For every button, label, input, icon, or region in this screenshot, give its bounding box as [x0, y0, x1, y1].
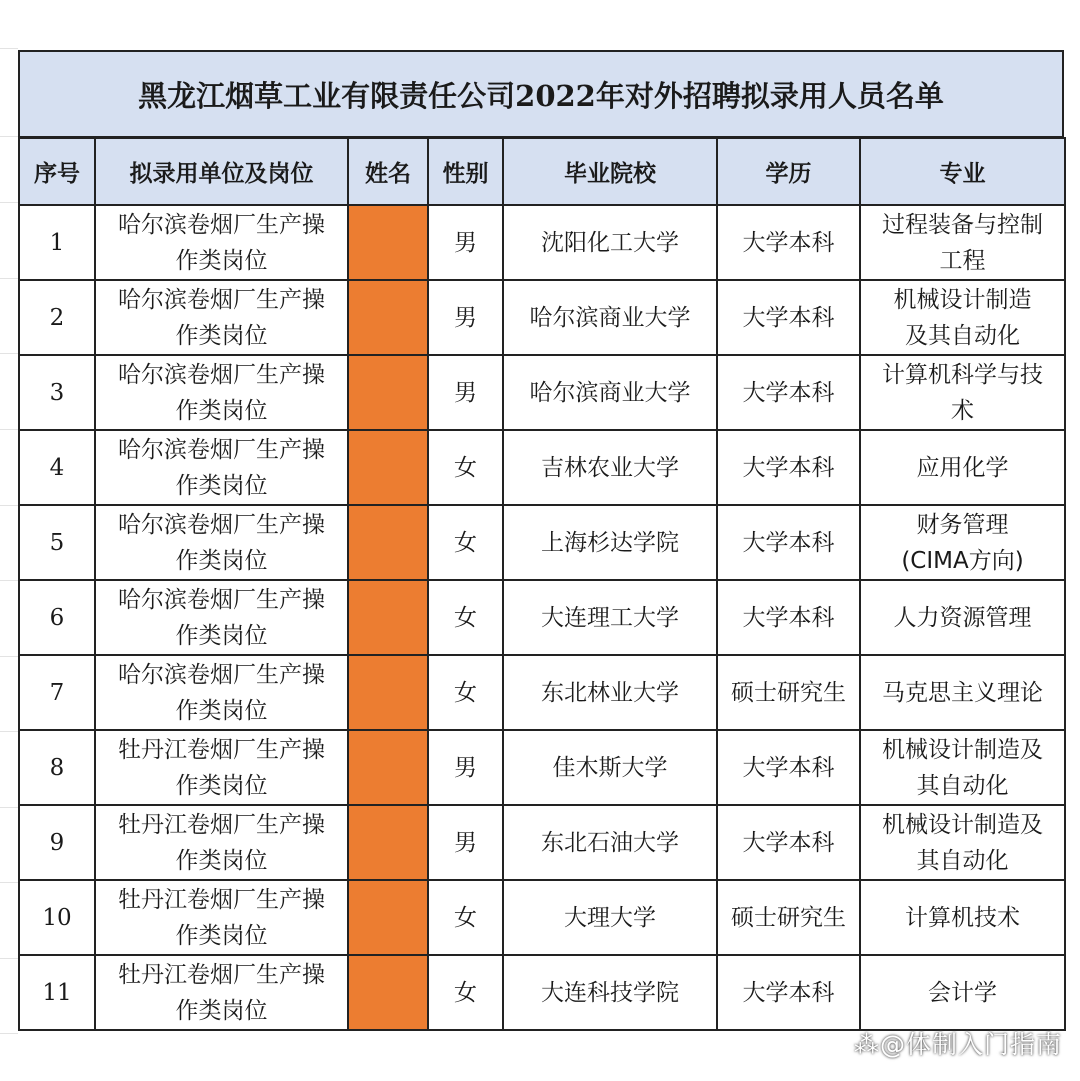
cell-major: [860, 280, 1065, 355]
cell-unit: [95, 955, 348, 1030]
col-header-gender: 性别: [428, 138, 503, 205]
cell-major: [860, 805, 1065, 880]
cell-gender: 女: [428, 430, 503, 505]
table-row: [19, 655, 1065, 730]
cell-seq: 3: [19, 355, 95, 430]
cell-degree: 大学本科: [717, 205, 860, 280]
cell-unit-line: 作类岗位: [175, 622, 268, 649]
cell-gender: 男: [428, 805, 503, 880]
cell-major-line: 应用化学: [916, 454, 1009, 481]
cell-degree: 大学本科: [717, 505, 860, 580]
col-header-degree: 学历: [717, 138, 860, 205]
cell-seq: 2: [19, 280, 95, 355]
cell-degree: 大学本科: [717, 730, 860, 805]
table-row: [19, 280, 1065, 355]
table-header-row: [19, 138, 1065, 205]
cell-seq: 9: [19, 805, 95, 880]
cell-degree: 大学本科: [717, 955, 860, 1030]
cell-major: [860, 655, 1065, 730]
hire-roster-table: [18, 137, 1066, 1031]
cell-major: [860, 355, 1065, 430]
cell-major-line: 机械设计制造: [893, 286, 1032, 313]
cell-seq: 6: [19, 580, 95, 655]
cell-school: 大连科技学院: [503, 955, 717, 1030]
cell-major-line: 过程装备与控制: [882, 211, 1043, 238]
cell-gender: 男: [428, 280, 503, 355]
cell-unit-line: 作类岗位: [175, 922, 268, 949]
cell-seq: 4: [19, 430, 95, 505]
cell-name-redacted: [348, 280, 428, 355]
cell-name-redacted: [348, 955, 428, 1030]
cell-unit: [95, 205, 348, 280]
col-header-name: 姓名: [348, 138, 428, 205]
cell-unit-line: 哈尔滨卷烟厂生产操: [118, 436, 325, 463]
cell-name-redacted: [348, 655, 428, 730]
cell-unit-line: 哈尔滨卷烟厂生产操: [118, 361, 325, 388]
table-row: [19, 880, 1065, 955]
cell-unit: [95, 805, 348, 880]
cell-degree: 大学本科: [717, 430, 860, 505]
cell-unit: [95, 580, 348, 655]
cell-school: 吉林农业大学: [503, 430, 717, 505]
col-header-major: 专业: [860, 138, 1065, 205]
cell-major-line: 会计学: [928, 979, 997, 1006]
cell-school: 哈尔滨商业大学: [503, 355, 717, 430]
cell-unit-line: 哈尔滨卷烟厂生产操: [118, 586, 325, 613]
cell-seq: 10: [19, 880, 95, 955]
cell-unit-line: 作类岗位: [175, 472, 268, 499]
cell-school: 大理大学: [503, 880, 717, 955]
cell-unit-line: 哈尔滨卷烟厂生产操: [118, 211, 325, 238]
cell-name-redacted: [348, 205, 428, 280]
cell-degree: 大学本科: [717, 805, 860, 880]
cell-school: 佳木斯大学: [503, 730, 717, 805]
cell-unit-line: 牡丹江卷烟厂生产操: [118, 961, 325, 988]
sheet-gutter: [0, 0, 18, 1081]
cell-major: [860, 580, 1065, 655]
cell-unit: [95, 430, 348, 505]
table-row: [19, 505, 1065, 580]
cell-unit-line: 牡丹江卷烟厂生产操: [118, 736, 325, 763]
cell-unit: [95, 355, 348, 430]
cell-unit-line: 牡丹江卷烟厂生产操: [118, 811, 325, 838]
cell-unit: [95, 505, 348, 580]
cell-seq: 5: [19, 505, 95, 580]
cell-gender: 女: [428, 580, 503, 655]
cell-school: 东北林业大学: [503, 655, 717, 730]
cell-unit: [95, 280, 348, 355]
cell-seq: 7: [19, 655, 95, 730]
table-row: [19, 355, 1065, 430]
cell-major: [860, 505, 1065, 580]
cell-gender: 女: [428, 505, 503, 580]
table-row: [19, 205, 1065, 280]
cell-major-line: 马克思主义理论: [882, 679, 1043, 706]
cell-major-line: 财务管理: [916, 511, 1009, 538]
table-row: [19, 955, 1065, 1030]
cell-school: 东北石油大学: [503, 805, 717, 880]
cell-gender: 男: [428, 205, 503, 280]
cell-major-line: 其自动化: [916, 772, 1009, 799]
cell-major: [860, 880, 1065, 955]
cell-unit-line: 哈尔滨卷烟厂生产操: [118, 661, 325, 688]
watermark: ⁂@体制入门指南: [853, 1030, 1062, 1059]
cell-school: 沈阳化工大学: [503, 205, 717, 280]
cell-degree: 大学本科: [717, 355, 860, 430]
table-row: [19, 730, 1065, 805]
cell-unit-line: 作类岗位: [175, 697, 268, 724]
cell-unit-line: 作类岗位: [175, 247, 268, 274]
cell-gender: 男: [428, 355, 503, 430]
cell-name-redacted: [348, 430, 428, 505]
cell-degree: 大学本科: [717, 280, 860, 355]
cell-unit: [95, 730, 348, 805]
cell-school: 大连理工大学: [503, 580, 717, 655]
cell-major-line: 工程: [939, 247, 986, 274]
cell-unit-line: 牡丹江卷烟厂生产操: [118, 886, 325, 913]
cell-degree: 硕士研究生: [717, 655, 860, 730]
cell-seq: 8: [19, 730, 95, 805]
cell-unit-line: 作类岗位: [175, 772, 268, 799]
cell-major-line: 术: [951, 397, 974, 424]
document-title: 黑龙江烟草工业有限责任公司2022年对外招聘拟录用人员名单: [18, 50, 1064, 138]
cell-gender: 男: [428, 730, 503, 805]
cell-degree: 硕士研究生: [717, 880, 860, 955]
cell-name-redacted: [348, 805, 428, 880]
cell-unit-line: 哈尔滨卷烟厂生产操: [118, 286, 325, 313]
cell-gender: 女: [428, 655, 503, 730]
cell-name-redacted: [348, 730, 428, 805]
cell-major-line: 其自动化: [916, 847, 1009, 874]
cell-school: 上海杉达学院: [503, 505, 717, 580]
cell-major-line: 机械设计制造及: [882, 811, 1043, 838]
cell-major-line: 机械设计制造及: [882, 736, 1043, 763]
cell-unit-line: 作类岗位: [175, 997, 268, 1024]
cell-seq: 11: [19, 955, 95, 1030]
cell-name-redacted: [348, 505, 428, 580]
cell-unit-line: 作类岗位: [175, 322, 268, 349]
cell-gender: 女: [428, 955, 503, 1030]
cell-degree: 大学本科: [717, 580, 860, 655]
cell-school: 哈尔滨商业大学: [503, 280, 717, 355]
cell-unit-line: 作类岗位: [175, 547, 268, 574]
cell-seq: 1: [19, 205, 95, 280]
cell-major-line: 计算机科学与技: [882, 361, 1043, 388]
cell-unit: [95, 880, 348, 955]
cell-major: [860, 955, 1065, 1030]
cell-gender: 女: [428, 880, 503, 955]
cell-major-line: 人力资源管理: [893, 604, 1032, 631]
col-header-school: 毕业院校: [503, 138, 717, 205]
table-row: [19, 805, 1065, 880]
col-header-seq: 序号: [19, 138, 95, 205]
cell-major-line: 计算机技术: [905, 904, 1020, 931]
cell-major-line: 及其自动化: [905, 322, 1020, 349]
table-row: [19, 430, 1065, 505]
cell-major-line: (CIMA方向): [901, 547, 1024, 574]
cell-unit: [95, 655, 348, 730]
cell-major: [860, 430, 1065, 505]
cell-major: [860, 205, 1065, 280]
table-row: [19, 580, 1065, 655]
col-header-unit: 拟录用单位及岗位: [95, 138, 348, 205]
cell-unit-line: 作类岗位: [175, 847, 268, 874]
cell-name-redacted: [348, 355, 428, 430]
cell-major: [860, 730, 1065, 805]
cell-unit-line: 哈尔滨卷烟厂生产操: [118, 511, 325, 538]
cell-name-redacted: [348, 880, 428, 955]
cell-name-redacted: [348, 580, 428, 655]
cell-unit-line: 作类岗位: [175, 397, 268, 424]
